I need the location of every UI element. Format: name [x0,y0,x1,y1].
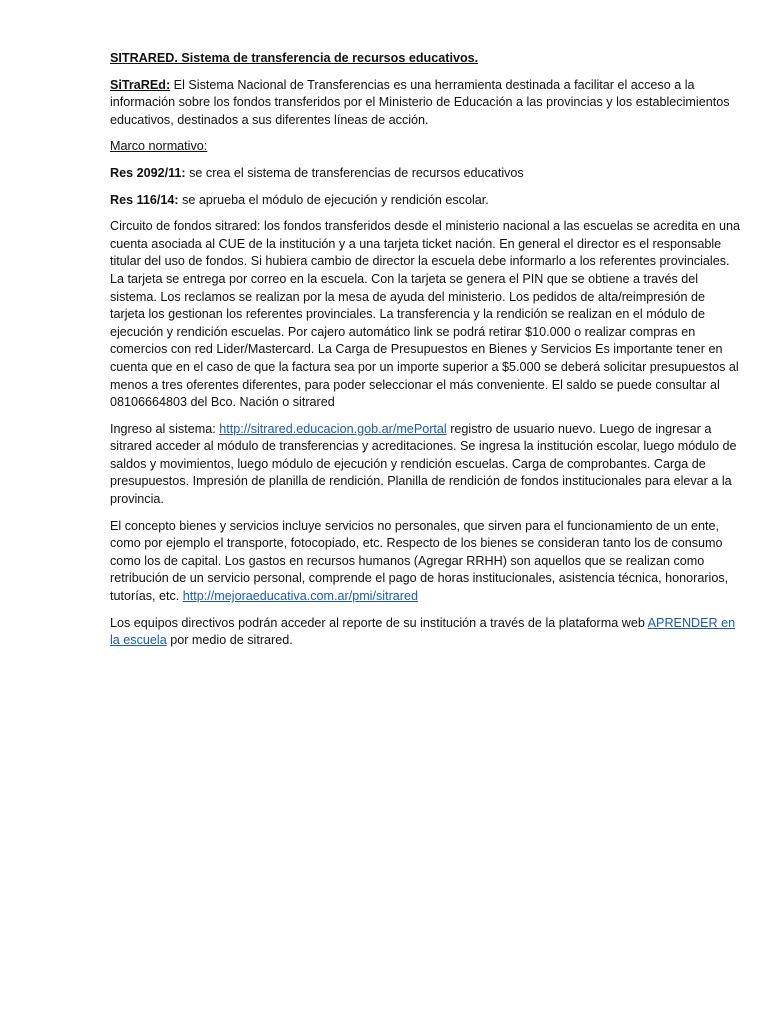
ingreso-text-before: Ingreso al sistema: [110,421,220,436]
ingreso-text-after: registro de usuario nuevo. Luego de ingresar a sitrared acceder al módulo de transferencias y acreditaciones. Se ingresa la institución escolar, luego módulo de saldos y movimientos, luego módulo de ejecución y rendición escuelas. Carga de comprobantes. Carga de presupuestos. Impresión de planilla de rendición. Planilla de rendición de fondos institucionales para elevar a la provincia. [110,421,737,507]
aprender-link[interactable]: APRENDER en la escuela [110,615,736,648]
document-body [110,50,742,659]
intro-text: El Sistema Nacional de Transferencias es una herramienta destinada a facilitar el acceso a la información sobre los fondos transferidos por el Ministerio de Educación a las provincias y los establecimientos educativos, destinados a sus diferentes líneas de acción. [110,77,730,127]
mejora-educativa-link[interactable]: http://mejoraeducativa.com.ar/pmi/sitrared [182,589,418,604]
document-title: SITRARED. Sistema de transferencia de recursos educativos. [110,51,479,65]
equipos-text-before: Los equipos directivos podrán acceder al reporte de su institución a través de la plataforma web [110,615,648,630]
intro-label: SiTraREd: [110,77,171,92]
marco-heading: Marco normativo: [110,139,208,154]
resolution-116-text: se aprueba el módulo de ejecución y rendición escolar. [178,192,489,207]
resolution-2092-text: se crea el sistema de transferencias de recursos educativos [185,165,524,180]
equipos-text-after: por medio de sitrared. [166,633,293,648]
resolution-116-label: Res 116/14: [110,192,179,207]
resolution-116-paragraph [110,192,742,210]
resolution-2092-label: Res 2092/11: [110,165,186,180]
document-title-paragraph [110,50,742,68]
resolution-2092-paragraph [110,165,742,183]
marco-heading-paragraph [110,138,742,156]
sitrared-portal-link[interactable]: http://sitrared.educacion.gob.ar/mePortal [219,421,447,436]
ingreso-paragraph [110,421,742,509]
equipos-paragraph [110,615,742,650]
circuito-paragraph: Circuito de fondos sitrared: los fondos transferidos desde el ministerio nacional a las escuelas se acredita en una cuenta asociada al CUE de la institución y a una tarjeta ticket nación. En general el director es el responsable titular del uso de fondos. Si hubiera cambio de director la escuela debe informarlo a los referentes provinciales. La tarjeta se entrega por correo en la escuela. Con la tarjeta se genera el PIN que se obtiene a través del sistema. Los reclamos se realizan por la mesa de ayuda del ministerio. Los pedidos de alta/reimpresión de tarjeta los gestionan los referentes provinciales. La transferencia y la rendición se realizan en el módulo de ejecución y rendición escuelas. Por cajero automático link se podrá retirar $10.000 o realizar compras en comercios con red Lider/Mastercard. La Carga de Presupuestos en Bienes y Servicios Es importante tener en cuenta que en el caso de que la factura sea por un importe superior a $5.000 se deberá solicitar presupuestos al menos a tres oferentes diferentes, para poder seleccionar el más conveniente. El saldo se puede consultar al 08106664803 del Bco. Nación o sitrared [110,219,741,410]
intro-paragraph [110,77,742,130]
concepto-text: El concepto bienes y servicios incluye servicios no personales, que sirven para el funcionamiento de un ente, como por ejemplo el transporte, fotocopiado, etc. Respecto de los bienes se consideran tanto los de consumo como los de capital. Los gastos en recursos humanos (Agregar RRHH) son aquellos que se realizan como retribución de un servicio personal, comprende el pago de horas institucionales, asistencia técnica, honorarios, tutorías, etc. [110,518,729,604]
concepto-paragraph [110,518,742,606]
